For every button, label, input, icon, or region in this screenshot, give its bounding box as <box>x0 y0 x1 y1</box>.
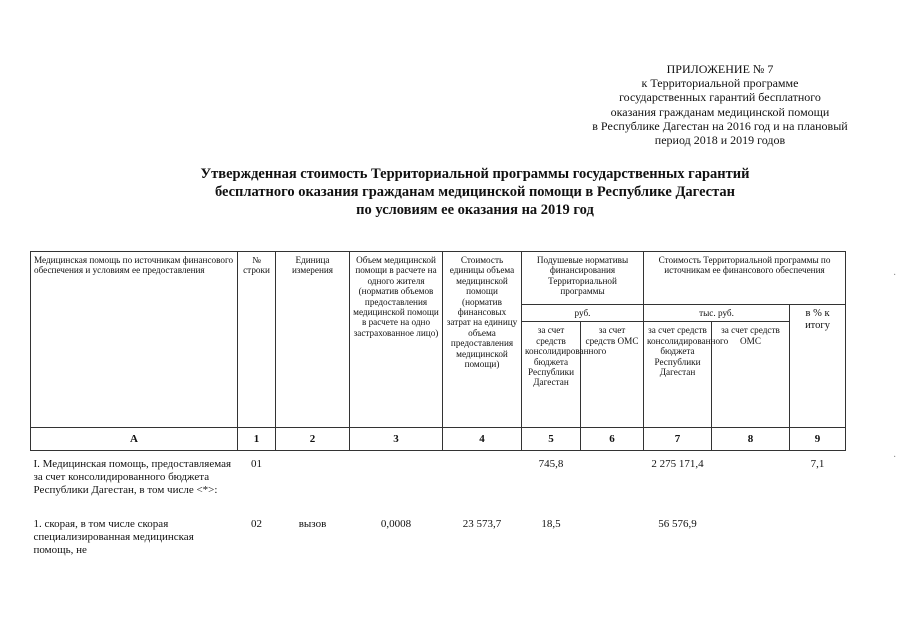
row-unit: вызов <box>298 517 327 530</box>
index-cell: А <box>31 428 238 450</box>
appendix-line: оказания гражданам медицинской помощи <box>610 104 830 119</box>
row-unit <box>276 450 350 511</box>
row-volume <box>350 450 443 511</box>
table-row <box>31 450 846 511</box>
header-col-5: за счет средств консолидированного бюджета Республики Дагестан <box>522 322 581 428</box>
row-percent <box>790 511 846 571</box>
header-unit-thousand-rub: тыс. руб. <box>644 305 790 322</box>
index-cell: 4 <box>443 428 522 450</box>
row-cost-oms <box>712 450 790 511</box>
header-col-6: за счет средств ОМС <box>581 322 644 428</box>
header-col-a: Медицинская помощь по источникам финансового обеспечения и условиям ее предоставления <box>31 252 238 428</box>
row-label: I. Медицинская помощь, предоставляемая за счет консолидированного бюджета Республики Дагестан, в том числе <*>: <box>33 457 232 496</box>
row-unit-cost: 23 573,7 <box>462 517 502 530</box>
appendix-line: в Республике Дагестан на 2016 год и на плановый <box>592 118 848 133</box>
row-cost-budget: 2 275 171,4 <box>651 457 704 470</box>
row-cost-oms <box>712 511 790 571</box>
scan-mark: · <box>893 270 897 281</box>
index-cell: 8 <box>712 428 790 450</box>
header-per-capita-group: Подушевые нормативы финансирования Территориальной программы <box>522 252 644 305</box>
index-cell: 2 <box>276 428 350 450</box>
appendix-header <box>560 62 880 147</box>
header-percent-total: в % к итогу <box>790 305 846 428</box>
header-cost-group: Стоимость Территориальной программы по источникам ее финансового обеспечения <box>644 252 846 305</box>
index-cell: 6 <box>581 428 644 450</box>
appendix-line: ПРИЛОЖЕНИЕ № 7 <box>666 62 774 76</box>
appendix-line: период 2018 и 2019 годов <box>654 133 786 148</box>
row-per-capita-oms <box>581 511 644 571</box>
header-col-1: № строки <box>238 252 276 428</box>
row-cost-budget: 56 576,9 <box>658 517 697 530</box>
index-cell: 9 <box>790 428 846 450</box>
row-per-capita-oms <box>581 450 644 511</box>
title-line: Утвержденная стоимость Территориальной программы государственных гарантий <box>200 166 750 182</box>
document-title <box>120 165 830 219</box>
header-col-8: за счет средств ОМС <box>712 322 790 428</box>
row-label: 1. скорая, в том числе скорая специализированная медицинская помощь, не <box>33 517 194 556</box>
header-col-4: Стоимость единицы объема медицинской помощи (норматив финансовых затрат на единицу объема предоставления медицинской помощи) <box>443 252 522 428</box>
index-cell: 1 <box>238 428 276 450</box>
index-cell: 7 <box>644 428 712 450</box>
scan-mark: · <box>893 452 897 463</box>
title-line: по условиям ее оказания на 2019 год <box>356 202 594 218</box>
table-row <box>31 511 846 571</box>
row-line-number: 02 <box>251 517 262 530</box>
row-per-capita-budget: 18,5 <box>541 517 561 530</box>
appendix-line: государственных гарантий бесплатного <box>619 90 821 105</box>
title-line: бесплатного оказания гражданам медицинской помощи в Республике Дагестан <box>214 184 736 200</box>
index-cell: 5 <box>522 428 581 450</box>
header-col-7: за счет средств консолидированного бюджета Республики Дагестан <box>644 322 712 428</box>
row-per-capita-budget: 745,8 <box>538 457 564 470</box>
index-cell: 3 <box>350 428 443 450</box>
row-percent: 7,1 <box>810 457 825 470</box>
header-col-2: Единица измерения <box>276 252 350 428</box>
row-unit-cost <box>443 450 522 511</box>
appendix-line: к Территориальной программе <box>641 76 799 91</box>
column-index-row <box>31 428 846 450</box>
cost-table <box>30 251 846 571</box>
row-volume: 0,0008 <box>380 517 412 530</box>
row-line-number: 01 <box>251 457 262 470</box>
header-col-3: Объем медицинской помощи в расчете на одного жителя (норматив объемов предоставления медицинской помощи в расчете на одно застрахованное лицо) <box>350 252 443 428</box>
header-unit-rub: руб. <box>522 305 644 322</box>
header-row-1 <box>31 252 846 305</box>
